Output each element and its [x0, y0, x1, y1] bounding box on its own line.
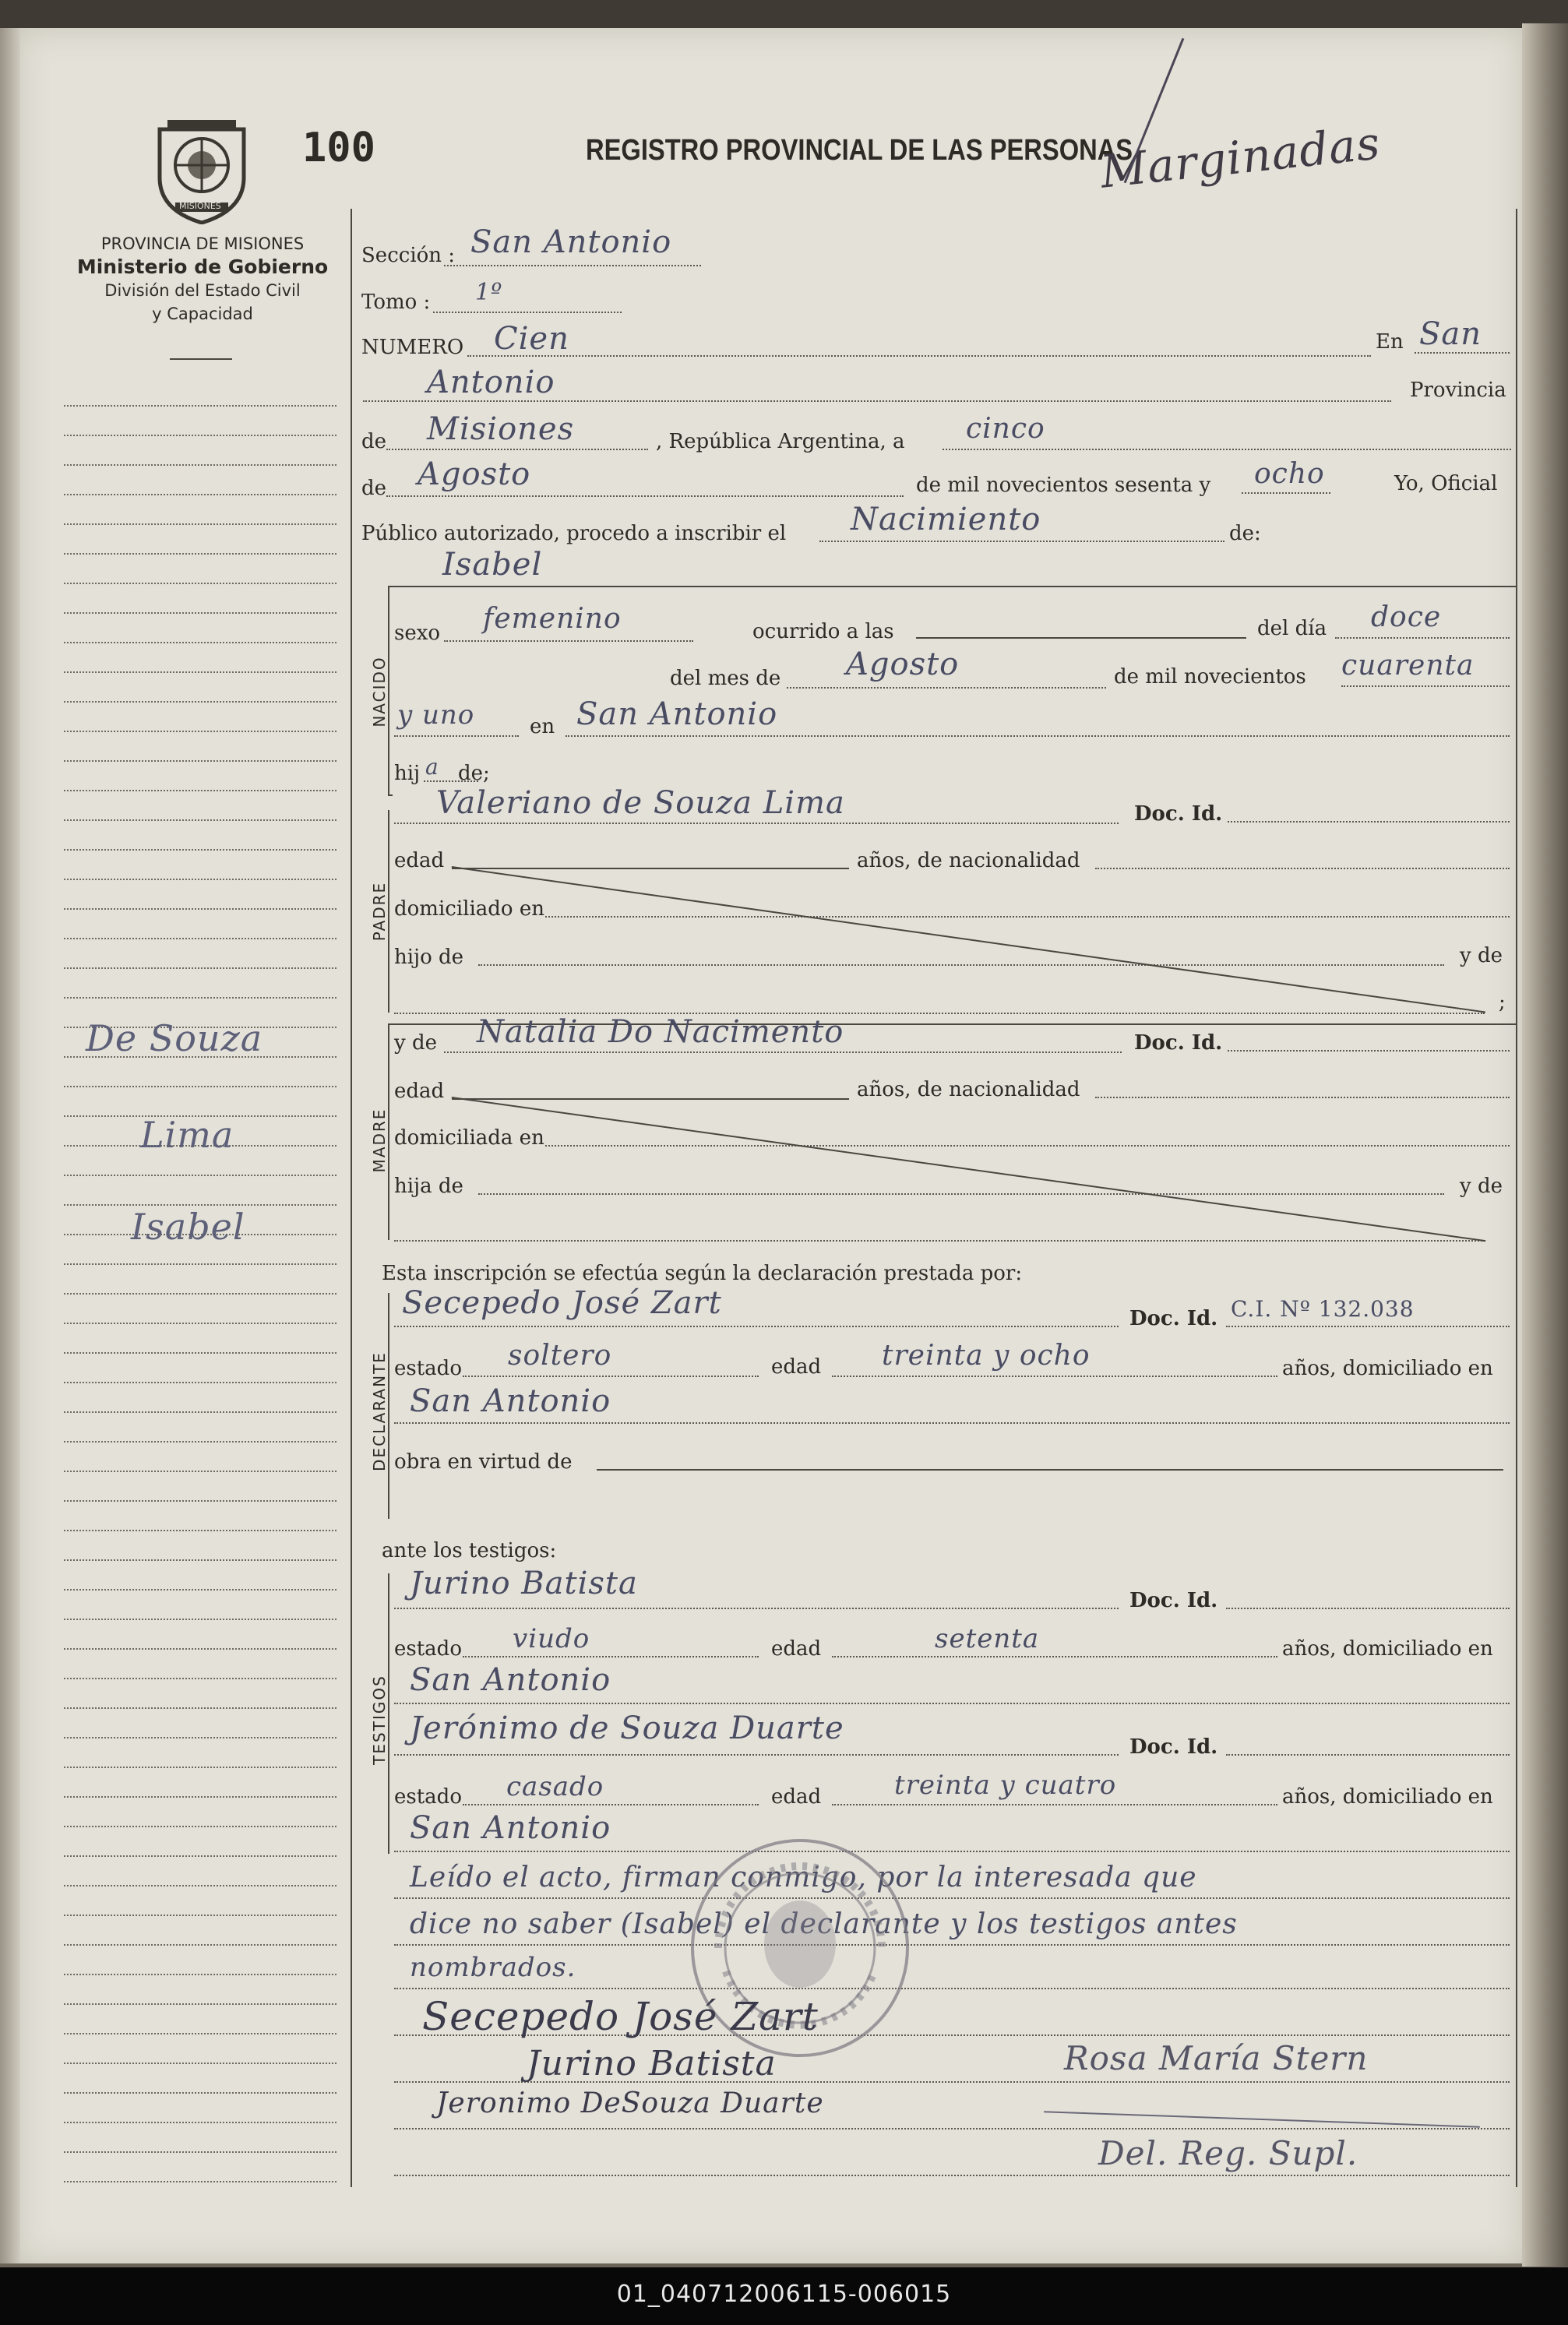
declarante-estado-label: estado: [394, 1357, 462, 1380]
testigo1-estado-label: estado: [394, 1637, 462, 1661]
hijo-suffix[interactable]: a: [425, 754, 439, 780]
testigo2-domicilio-value[interactable]: San Antonio: [410, 1810, 611, 1846]
madre-nombre-value[interactable]: Natalia Do Nacimento: [477, 1014, 844, 1050]
madre-edad-label: edad: [394, 1080, 445, 1103]
testigo1-doc-label: Doc. Id.: [1129, 1589, 1218, 1612]
padre-semicolon: ;: [1499, 991, 1506, 1014]
de-label-1: de: [361, 430, 387, 453]
declarante-intro: Esta inscripción se efectúa según la declaración prestada por:: [382, 1262, 1023, 1285]
firma-testigo2: Jeronimo DeSouza Duarte: [436, 2087, 824, 2119]
testigo1-domicilio-line: [394, 1703, 1510, 1704]
padre-nombre-line: [394, 823, 1119, 824]
padre-nac-line: [1095, 868, 1510, 869]
province-label: PROVINCIA DE MISIONES: [100, 234, 305, 253]
testigo1-edad-label: edad: [771, 1637, 822, 1661]
testigo1-edad-line: [832, 1656, 1277, 1657]
declarante-obra-line: [597, 1469, 1503, 1471]
del-mes-label: del mes de: [670, 667, 781, 690]
testigo1-nombre-line: [394, 1608, 1119, 1609]
en-line: [1415, 352, 1510, 354]
acto-value[interactable]: Nacimiento: [851, 502, 1041, 537]
nacido-top-line: [388, 586, 1516, 587]
padre-doc-line: [1228, 821, 1510, 823]
testigo2-edad-line: [832, 1804, 1277, 1805]
firma-declarante: Secepedo José Zart: [422, 1994, 819, 2039]
padre-section-label: PADRE: [370, 881, 389, 942]
tomo-label: Tomo :: [361, 291, 431, 314]
tomo-value[interactable]: 1º: [475, 279, 503, 306]
lugar-nac-value[interactable]: San Antonio: [576, 696, 778, 732]
seccion-value[interactable]: San Antonio: [470, 224, 672, 260]
madre-hija-de-label: hija de: [394, 1175, 463, 1198]
de-label-2: de: [361, 477, 387, 500]
madre-doc-line: [1228, 1050, 1510, 1052]
madre-y-de-label2: y de: [1460, 1175, 1503, 1198]
provincia-line: [386, 449, 648, 450]
page-edge: [1522, 23, 1568, 2267]
mes-value[interactable]: Agosto: [418, 456, 531, 492]
provincia-value[interactable]: Misiones: [427, 411, 575, 447]
madre-hija-de-line: [478, 1193, 1444, 1195]
testigo1-estado-value[interactable]: viudo: [513, 1623, 590, 1654]
mil-nac-label: de mil novecientos: [1114, 665, 1306, 689]
margin-note-surname: De Souza: [86, 1017, 263, 1059]
dia-nac-value[interactable]: doce: [1371, 601, 1442, 633]
madre-domiciliada-label: domiciliada en: [394, 1126, 544, 1150]
capacity-label: y Capacidad: [152, 305, 253, 323]
margin-note-surname2: Lima: [140, 1114, 234, 1156]
anio-value[interactable]: ocho: [1254, 458, 1325, 490]
declarante-domicilio-label: años, domiciliado en: [1282, 1357, 1493, 1380]
padre-hijo-de-line: [478, 964, 1444, 966]
testigo1-domicilio-value[interactable]: San Antonio: [410, 1662, 611, 1698]
division-label: División del Estado Civil: [104, 281, 301, 300]
testigo2-estado-label: estado: [394, 1785, 462, 1809]
testigo2-doc-line: [1226, 1754, 1510, 1756]
sexo-line: [444, 640, 693, 642]
background-top: [0, 0, 1568, 30]
header-underline: [170, 358, 232, 360]
dia-line: [943, 449, 1511, 450]
numero-value[interactable]: Cien: [494, 321, 569, 357]
republica-label: , República Argentina, a: [656, 430, 905, 453]
testigo1-nombre-value[interactable]: Jurino Batista: [410, 1566, 638, 1601]
testigo2-nombre-value[interactable]: Jerónimo de Souza Duarte: [410, 1710, 844, 1746]
tomo-line: [433, 312, 622, 313]
madre-edad-line: [452, 1098, 849, 1100]
margin-note-given-name: Isabel: [131, 1206, 245, 1248]
testigos-section-label: TESTIGOS: [370, 1675, 389, 1765]
declarante-doc-label: Doc. Id.: [1129, 1307, 1218, 1330]
dia-value[interactable]: cinco: [966, 413, 1045, 445]
nombre-value[interactable]: Isabel: [442, 547, 543, 583]
en-value-cont[interactable]: Antonio: [427, 365, 555, 400]
madre-nombre-line: [444, 1052, 1122, 1053]
del-dia-label: del día: [1257, 617, 1327, 640]
madre-nac-line: [1095, 1097, 1510, 1098]
padre-y-de-label: y de: [1460, 944, 1503, 967]
testigo1-doc-line: [1226, 1608, 1510, 1609]
anio-nac-value[interactable]: cuarenta: [1341, 650, 1475, 682]
declarante-domicilio-line: [394, 1422, 1510, 1424]
testigo1-estado-line: [463, 1656, 759, 1657]
declarante-edad-label: edad: [771, 1355, 822, 1379]
anio-line: [1242, 492, 1330, 494]
declarante-nombre-line: [394, 1326, 1119, 1327]
padre-top-line: [388, 794, 393, 796]
testigo2-edad-label: edad: [771, 1785, 822, 1809]
padre-nombre-value[interactable]: Valeriano de Souza Lima: [436, 785, 845, 821]
testigo2-edad-value[interactable]: treinta y cuatro: [894, 1770, 1117, 1801]
mes-nac-line: [787, 687, 1106, 689]
cierre-line1: Leído el acto, firman conmigo, por la interesada que: [410, 1862, 1197, 1893]
padre-edad-label: edad: [394, 849, 445, 872]
nacido-section-label: NACIDO: [370, 656, 389, 727]
mil-label: de mil novecientos sesenta y: [916, 474, 1211, 497]
declarante-section-label: DECLARANTE: [370, 1351, 389, 1471]
declarante-doc-line: [1226, 1326, 1510, 1327]
numero-line: [467, 355, 1371, 357]
padre-domicilio-line: [545, 916, 1510, 918]
madre-doc-label: Doc. Id.: [1134, 1031, 1223, 1055]
testigos-intro: ante los testigos:: [382, 1539, 557, 1562]
dia-nac-line: [1335, 637, 1510, 639]
seal-text: MISIONES: [179, 201, 221, 211]
declarante-obra-label: obra en virtud de: [394, 1450, 573, 1474]
form-right-border: [1516, 209, 1517, 2187]
ocurrido-label: ocurrido a las: [752, 620, 894, 643]
yo-oficial-label: Yo, Oficial: [1394, 472, 1498, 495]
madre-last-line: [394, 1240, 1485, 1242]
declarante-edad-line: [832, 1376, 1277, 1377]
madre-domicilio-line: [545, 1145, 1510, 1147]
anio-nac-value-cont[interactable]: y uno: [397, 699, 475, 731]
cierre-line2: dice no saber (Isabel) el declarante y los testigos antes: [410, 1908, 1238, 1940]
hora-line: [916, 637, 1246, 639]
hijo-label: hij: [394, 762, 421, 785]
madre-y-de-label: y de: [394, 1031, 437, 1055]
declarante-domicilio-value[interactable]: San Antonio: [410, 1383, 611, 1419]
testigo1-edad-value[interactable]: setenta: [935, 1623, 1040, 1654]
madre-anos-label: años, de nacionalidad: [857, 1078, 1080, 1101]
firma-testigo1: Jurino Batista: [527, 2044, 777, 2084]
mes-line: [386, 495, 904, 497]
numero-label: NUMERO: [361, 336, 464, 359]
declarante-edad-value[interactable]: treinta y ocho: [882, 1340, 1091, 1372]
seccion-line: [444, 265, 701, 266]
mes-nac-value[interactable]: Agosto: [846, 646, 960, 682]
cierre-line6-rule: [394, 2128, 1510, 2129]
anio-nac-line: [1341, 685, 1510, 687]
testigo2-estado-line: [463, 1804, 759, 1805]
hijo-line: [424, 780, 478, 782]
image-filename: 01_040712006115-006015: [616, 2281, 952, 2308]
cierre-line3-rule: [394, 1988, 1510, 1989]
en-value[interactable]: San: [1419, 316, 1482, 352]
acto-line: [819, 541, 1224, 542]
firma-oficial: Rosa María Stern: [1064, 2039, 1369, 2077]
en-nac-label: en: [530, 715, 555, 738]
declarante-estado-value[interactable]: soltero: [508, 1340, 612, 1372]
testigo2-domicilio-label: años, domiciliado en: [1282, 1785, 1493, 1809]
hijo-de-label: de;: [458, 762, 490, 785]
anio-cont-line: [394, 735, 519, 737]
declarante-estado-line: [463, 1376, 759, 1377]
page-title: REGISTRO PROVINCIAL DE LAS PERSONAS: [586, 134, 1133, 167]
marginadas-annotation: Marginadas: [1098, 116, 1383, 199]
cierre-line2-rule: [394, 1944, 1510, 1946]
declarante-nombre-value[interactable]: Secepedo José Zart: [402, 1285, 722, 1321]
office-header: [55, 232, 351, 326]
padre-hijo-de-label: hijo de: [394, 946, 464, 969]
padre-domiciliado-label: domiciliado en: [394, 897, 544, 921]
padre-doc-label: Doc. Id.: [1134, 802, 1223, 826]
padre-anos-label: años, de nacionalidad: [857, 849, 1080, 872]
cierre-line1-rule: [394, 1897, 1510, 1899]
sexo-value[interactable]: femenino: [483, 603, 622, 635]
testigo2-domicilio-line: [394, 1851, 1510, 1852]
de-colon-label: de:: [1229, 522, 1261, 545]
ministry-label: Ministerio de Gobierno: [76, 255, 329, 278]
testigo1-domicilio-label: años, domiciliado en: [1282, 1637, 1493, 1661]
padre-edad-line: [452, 868, 849, 869]
testigo2-estado-value[interactable]: casado: [506, 1771, 604, 1802]
sexo-label: sexo: [394, 622, 441, 645]
cierre-line3: nombrados.: [410, 1952, 576, 1983]
seccion-label: Sección :: [361, 244, 456, 267]
declarante-doc-value[interactable]: C.I. Nº 132.038: [1231, 1296, 1415, 1322]
lugar-nac-line: [566, 735, 1510, 737]
book-binding: [0, 28, 20, 2263]
en-label: En: [1376, 330, 1404, 354]
testigo2-nombre-line: [394, 1754, 1119, 1756]
page-number: 100: [302, 125, 375, 171]
localidad-line: [363, 400, 1391, 402]
provincia-label: Provincia: [1410, 379, 1506, 402]
publico-label: Público autorizado, procedo a inscribir el: [361, 522, 787, 545]
madre-section-label: MADRE: [370, 1108, 389, 1173]
testigo2-doc-label: Doc. Id.: [1129, 1735, 1218, 1759]
firma-cargo: Del. Reg. Supl.: [1098, 2134, 1358, 2172]
cierre-line7-rule: [394, 2175, 1510, 2176]
form-left-border: [351, 209, 352, 2187]
